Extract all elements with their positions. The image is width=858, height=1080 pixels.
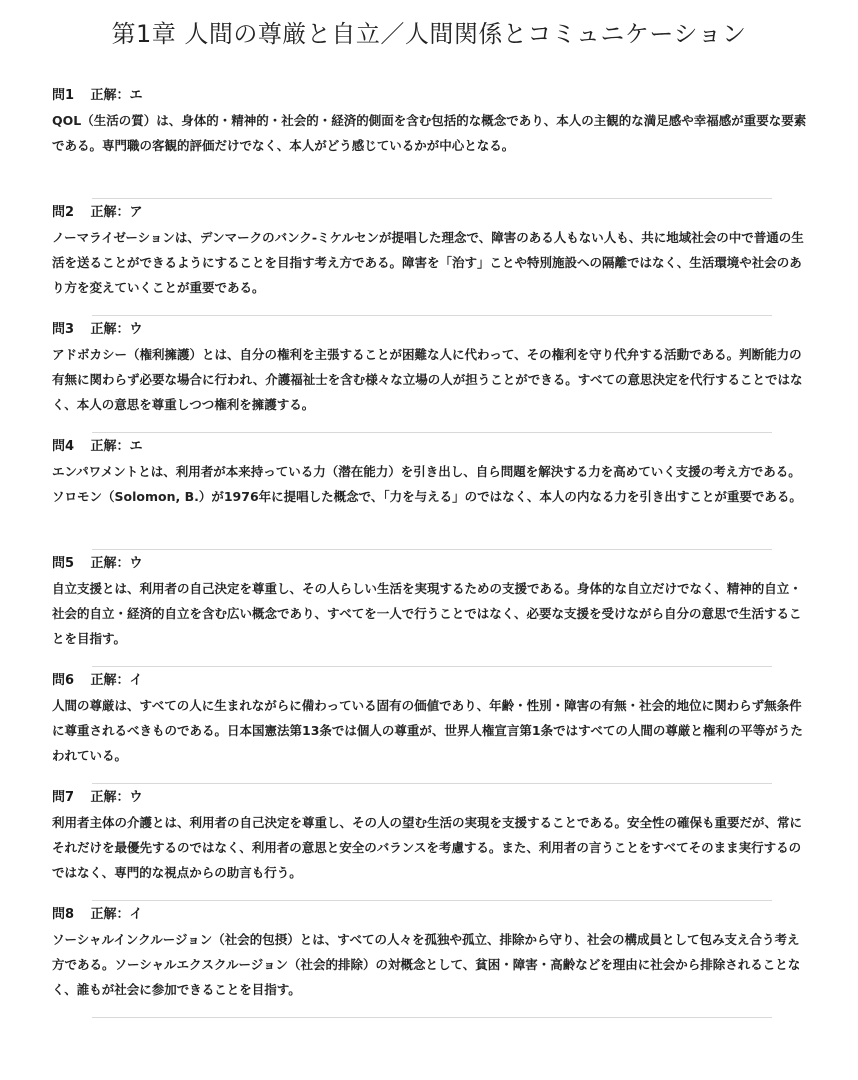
question-number: 問6 [52, 673, 75, 688]
question-block [52, 903, 812, 1020]
question-number: 問2 [52, 205, 75, 220]
correct-answer: 正解：ウ [90, 790, 143, 805]
question-header [52, 84, 812, 108]
explanation-text: 利用者主体の介護とは、利用者の自己決定を尊重し、その人の望む生活の実現を支援することである。安全性の確保も重要だが、常にそれだけを最優先するのではなく、利用者の意思と安全のバランスを考慮する。また、利用者の言うことをすべてそのまま実行するのではなく、専門的な視点からの助言も行う。 [52, 815, 803, 880]
divider [92, 900, 772, 901]
question-header [52, 318, 812, 342]
explanation-text: ノーマライゼーションは、デンマークのバンク-ミケルセンが提唱した理念で、障害のある人もない人も、共に地域社会の中で普通の生活を送ることができるようにすることを目指す考え方である。障害を「治す」ことや特別施設への隔離ではなく、生活環境や社会のあり方を変えていくことが重要である。 [52, 230, 804, 295]
divider [92, 1017, 772, 1018]
question-number: 問5 [52, 556, 75, 571]
question-block [52, 84, 812, 201]
question-number: 問1 [52, 88, 75, 103]
divider [92, 783, 772, 784]
correct-answer: 正解：ア [90, 205, 143, 220]
question-number: 問8 [52, 907, 75, 922]
explanation-text: QOL（生活の質）は、身体的・精神的・社会的・経済的側面を含む包括的な概念であり、本人の主観的な満足感や幸福感が重要な要素である。専門職の客観的評価だけでなく、本人がどう感じているかが中心となる。 [52, 113, 807, 153]
correct-answer: 正解：エ [90, 439, 143, 454]
question-block [52, 669, 812, 786]
question-header [52, 903, 812, 927]
divider [92, 198, 772, 199]
question-header [52, 669, 812, 693]
correct-answer: 正解：イ [90, 907, 143, 922]
correct-answer: 正解：ウ [90, 556, 143, 571]
question-block [52, 318, 812, 435]
question-header [52, 201, 812, 225]
question-block [52, 786, 812, 903]
question-number: 問3 [52, 322, 75, 337]
correct-answer: 正解：エ [90, 88, 143, 103]
explanation-text: 自立支援とは、利用者の自己決定を尊重し、その人らしい生活を実現するための支援である。身体的な自立だけでなく、精神的自立・社会的自立・経済的自立を含む広い概念であり、すべてを一人で行うことではなく、必要な支援を受けながら自分の意思で生活することを目指す。 [52, 581, 802, 646]
divider [92, 666, 772, 667]
answer-list [52, 84, 812, 1020]
explanation-text: 人間の尊厳は、すべての人に生まれながらに備わっている固有の価値であり、年齢・性別・障害の有無・社会的地位に関わらず無条件に尊重されるべきものである。日本国憲法第13条では個人の尊重が、世界人権宣言第1条ではすべての人間の尊厳と権利の平等がうたわれている。 [52, 698, 803, 763]
divider [92, 315, 772, 316]
correct-answer: 正解：イ [90, 673, 143, 688]
question-header [52, 435, 812, 459]
explanation-text: エンパワメントとは、利用者が本来持っている力（潜在能力）を引き出し、自ら問題を解決する力を高めていく支援の考え方である。ソロモン（Solomon, B.）が1976年に提唱した概念で、「力を与える」のではなく、本人の内なる力を引き出すことが重要である。 [52, 464, 802, 504]
question-block [52, 552, 812, 669]
explanation-text: アドボカシー（権利擁護）とは、自分の権利を主張することが困難な人に代わって、その権利を守り代弁する活動である。判断能力の有無に関わらず必要な場合に行われ、介護福祉士を含む様々な立場の人が担うことができる。すべての意思決定を代行することではなく、本人の意思を尊重しつつ権利を擁護する。 [52, 347, 803, 412]
question-block [52, 201, 812, 318]
explanation-text: ソーシャルインクルージョン（社会的包摂）とは、すべての人々を孤独や孤立、排除から守り、社会の構成員として包み支え合う考え方である。ソーシャルエクスクルージョン（社会的排除）の対概念として、貧困・障害・高齢などを理由に社会から排除されることなく、誰もが社会に参加できることを目指す。 [52, 932, 801, 997]
question-number: 問4 [52, 439, 75, 454]
divider [92, 432, 772, 433]
page-title: 第1章 人間の尊厳と自立／人間関係とコミュニケーション [111, 20, 747, 48]
correct-answer: 正解：ウ [90, 322, 143, 337]
question-block [52, 435, 812, 552]
question-header [52, 552, 812, 576]
divider [92, 549, 772, 550]
question-number: 問7 [52, 790, 75, 805]
question-header [52, 786, 812, 810]
